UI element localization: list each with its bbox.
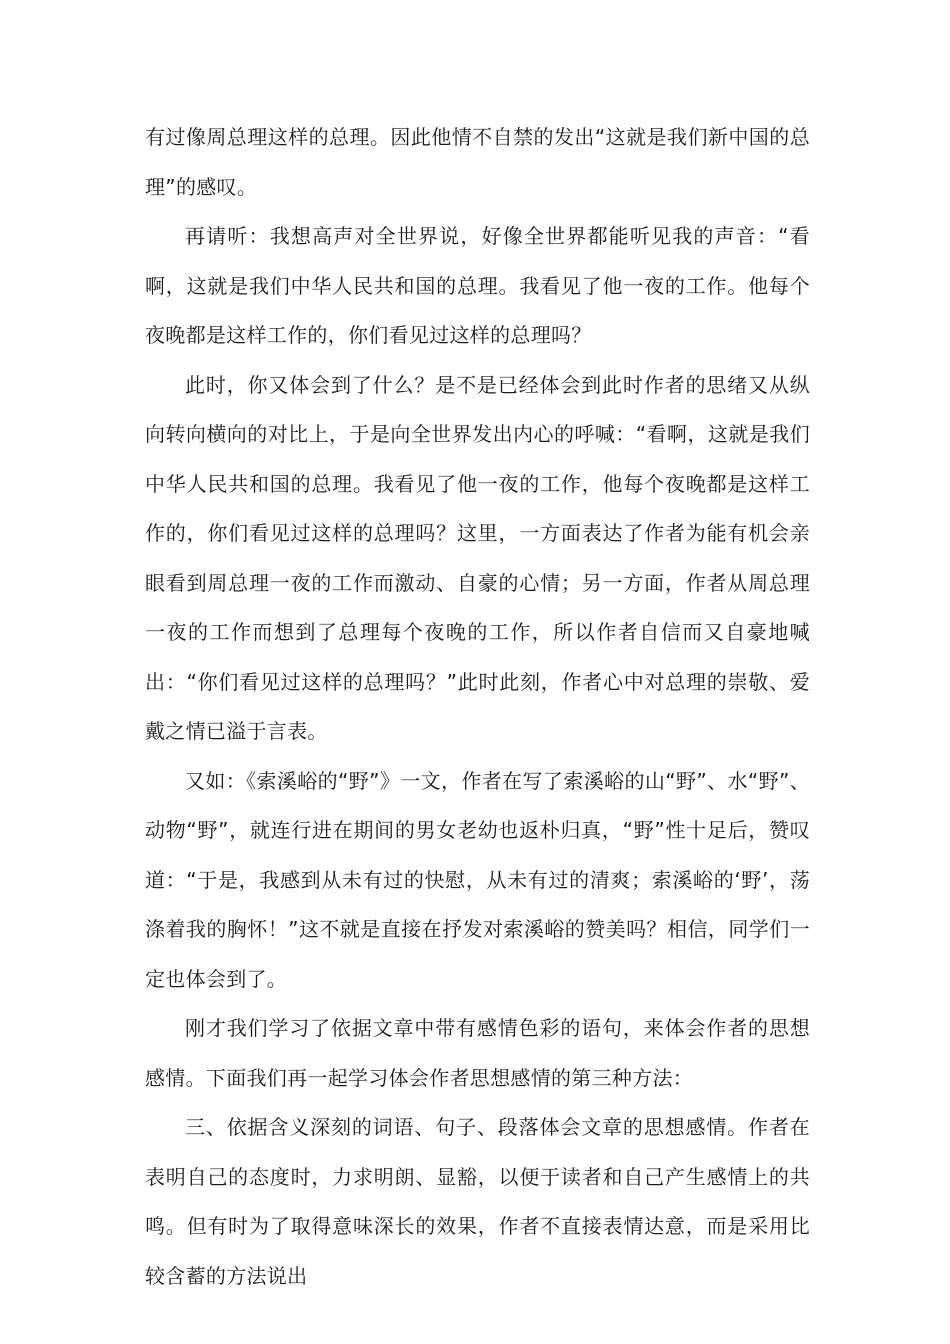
- paragraph-3: 此时，你又体会到了什么？是不是已经体会到此时作者的思绪又从纵向转向横向的对比上，于是向全世界发出内心的呼喊：“看啊，这就是我们中华人民共和国的总理。我看见了他一夜的工作，他每个夜晚都是这样工作的，你们看见过这样的总理吗？这里，一方面表达了作者为能有机会亲眼看到周总理一夜的工作而激动、自豪的心情；另一方面，作者从周总理一夜的工作而想到了总理每个夜晚的工作，所以作者自信而又自豪地喊出：“你们看见过这样的总理吗？”此时此刻，作者心中对总理的崇敬、爱戴之情已溢于言表。: [145, 372, 810, 743]
- paragraph-5: 刚才我们学习了依据文章中带有感情色彩的语句，来体会作者的思想感情。下面我们再一起学习体会作者思想感情的第三种方法：: [145, 1016, 810, 1090]
- paragraph-4: 又如：《索溪峪的“野”》一文，作者在写了索溪峪的山“野”、水“野”、动物“野”，就连行进在期间的男女老幼也返朴归真，“野”性十足后，赞叹道：“于是，我感到从未有过的快慰，从未有过的清爽；索溪峪的‘野’，荡涤着我的胸怀！”这不就是直接在抒发对索溪峪的赞美吗？相信，同学们一定也体会到了。: [145, 768, 810, 991]
- paragraph-6: 三、依据含义深刻的词语、句子、段落体会文章的思想感情。作者在表明自己的态度时，力求明朗、显豁，以便于读者和自己产生感情上的共鸣。但有时为了取得意味深长的效果，作者不直接表情达意，而是采用比较含蓄的方法说出: [145, 1115, 810, 1288]
- paragraph-1: 有过像周总理这样的总理。因此他情不自禁的发出“这就是我们新中国的总理”的感叹。: [145, 125, 810, 199]
- document-body: [145, 113, 810, 1301]
- paragraph-2: 再请听：我想高声对全世界说，好像全世界都能听见我的声音：“看啊，这就是我们中华人民共和国的总理。我看见了他一夜的工作。他每个夜晚都是这样工作的，你们看见过这样的总理吗？: [145, 224, 810, 347]
